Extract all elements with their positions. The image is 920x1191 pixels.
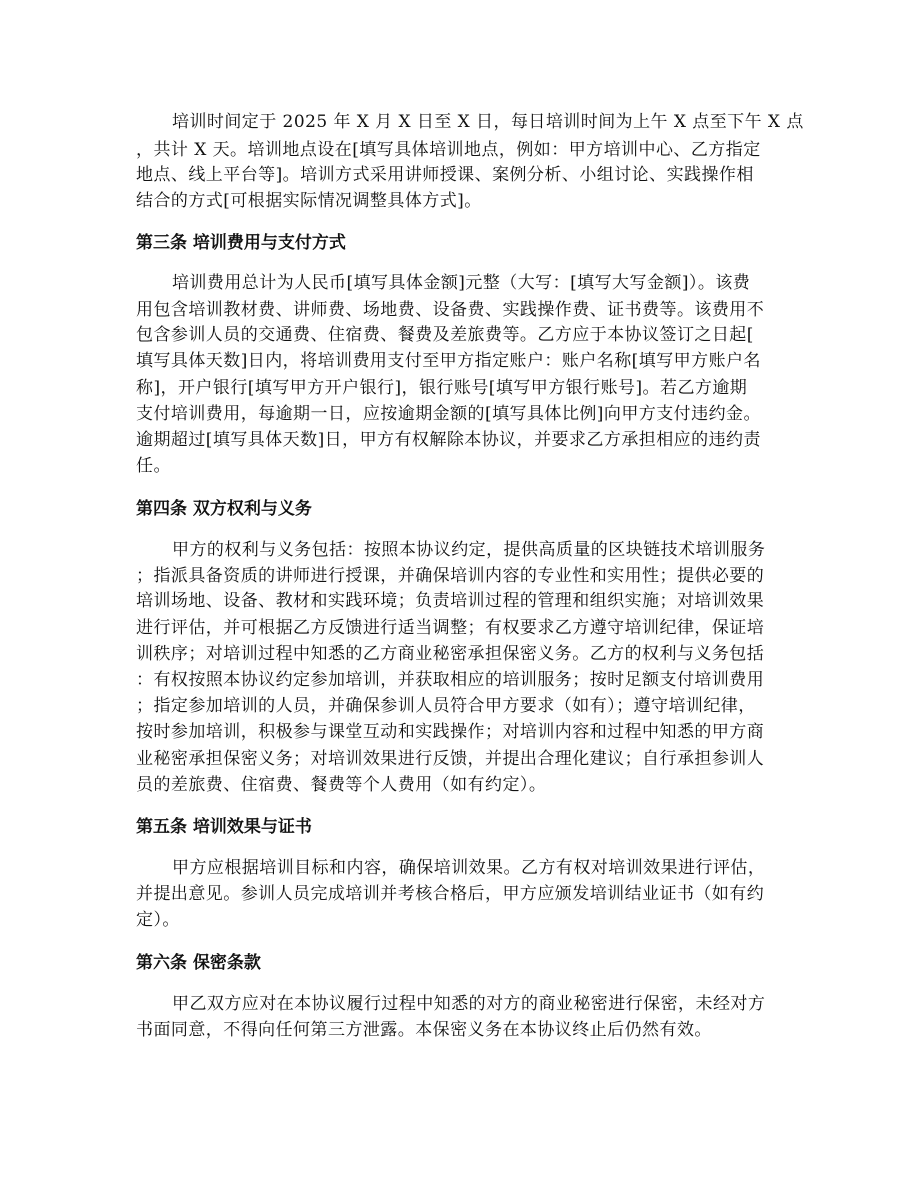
paragraph-line: ：有权按照本协议约定参加培训，并获取相应的培训服务；按时足额支付培训费用 (136, 670, 765, 690)
paragraph-line: 培训费用总计为人民币[填写具体金额]元整（大写：[填写大写金额]）。该费 (172, 273, 751, 293)
section-heading: 第四条 双方权利与义务 (136, 499, 312, 519)
paragraph-line: 按时参加培训，积极参与课堂互动和实践操作；对培训内容和过程中知悉的甲方商 (136, 722, 765, 742)
paragraph-line: 支付培训费用，每逾期一日，应按逾期金额的[填写具体比例]向甲方支付违约金。 (136, 404, 761, 424)
paragraph-line: 并提出意见。参训人员完成培训并考核合格后，甲方应颁发培训结业证书（如有约 (136, 884, 765, 904)
section-heading: 第三条 培训费用与支付方式 (136, 233, 346, 253)
section-heading: 第五条 培训效果与证书 (136, 817, 312, 837)
paragraph-line: 甲乙双方应对在本协议履行过程中知悉的对方的商业秘密进行保密，未经对方 (172, 994, 766, 1014)
paragraph-line: 逾期超过[填写具体天数]日，甲方有权解除本协议，并要求乙方承担相应的违约责 (136, 430, 761, 450)
paragraph-line: 定）。 (136, 910, 180, 930)
paragraph-line: 培训时间定于 2025 年 X 月 X 日至 X 日，每日培训时间为上午 X 点至下午 X 点 (172, 112, 804, 132)
paragraph-line: ；指定参加培训的人员，并确保参训人员符合甲方要求（如有）；遵守培训纪律， (136, 696, 756, 716)
paragraph-line: 称]，开户银行[填写甲方开户银行]，银行账号[填写甲方银行账号]。若乙方逾期 (136, 378, 748, 398)
paragraph-line: 任。 (136, 456, 171, 476)
paragraph-line: 甲方的权利与义务包括：按照本协议约定，提供高质量的区块链技术培训服务 (172, 540, 766, 560)
paragraph-line: ，共计 X 天。培训地点设在[填写具体培训地点，例如：甲方培训中心、乙方指定 (136, 140, 761, 160)
paragraph-line: 书面同意，不得向任何第三方泄露。本保密义务在本协议终止后仍然有效。 (136, 1020, 712, 1040)
paragraph-line: 包含参训人员的交通费、住宿费、餐费及差旅费等。乙方应于本协议签订之日起[ (136, 325, 754, 345)
paragraph-line: 培训场地、设备、教材和实践环境；负责培训过程的管理和组织实施；对培训效果 (136, 591, 765, 611)
paragraph-line: ；指派具备资质的讲师进行授课，并确保培训内容的专业性和实用性；提供必要的 (136, 566, 765, 586)
paragraph-line: 填写具体天数]日内，将培训费用支付至甲方指定账户：账户名称[填写甲方账户名 (136, 351, 761, 371)
paragraph-line: 地点、线上平台等]。培训方式采用讲师授课、案例分析、小组讨论、实践操作相 (136, 165, 754, 185)
paragraph-line: 用包含培训教材费、讲师费、场地费、设备费、实践操作费、证书费等。该费用不 (136, 300, 765, 320)
paragraph-line: 训秩序；对培训过程中知悉的乙方商业秘密承担保密义务。乙方的权利与义务包括 (136, 644, 765, 664)
paragraph-line: 进行评估，并可根据乙方反馈进行适当调整；有权要求乙方遵守培训纪律，保证培 (136, 618, 765, 638)
section-heading: 第六条 保密条款 (136, 953, 261, 973)
paragraph-line: 甲方应根据培训目标和内容，确保培训效果。乙方有权对培训效果进行评估， (172, 858, 766, 878)
paragraph-line: 员的差旅费、住宿费、餐费等个人费用（如有约定）。 (136, 775, 547, 795)
paragraph-line: 业秘密承担保密义务；对培训效果进行反馈，并提出合理化建议；自行承担参训人 (136, 749, 765, 769)
paragraph-line: 结合的方式[可根据实际情况调整具体方式]。 (136, 191, 482, 211)
